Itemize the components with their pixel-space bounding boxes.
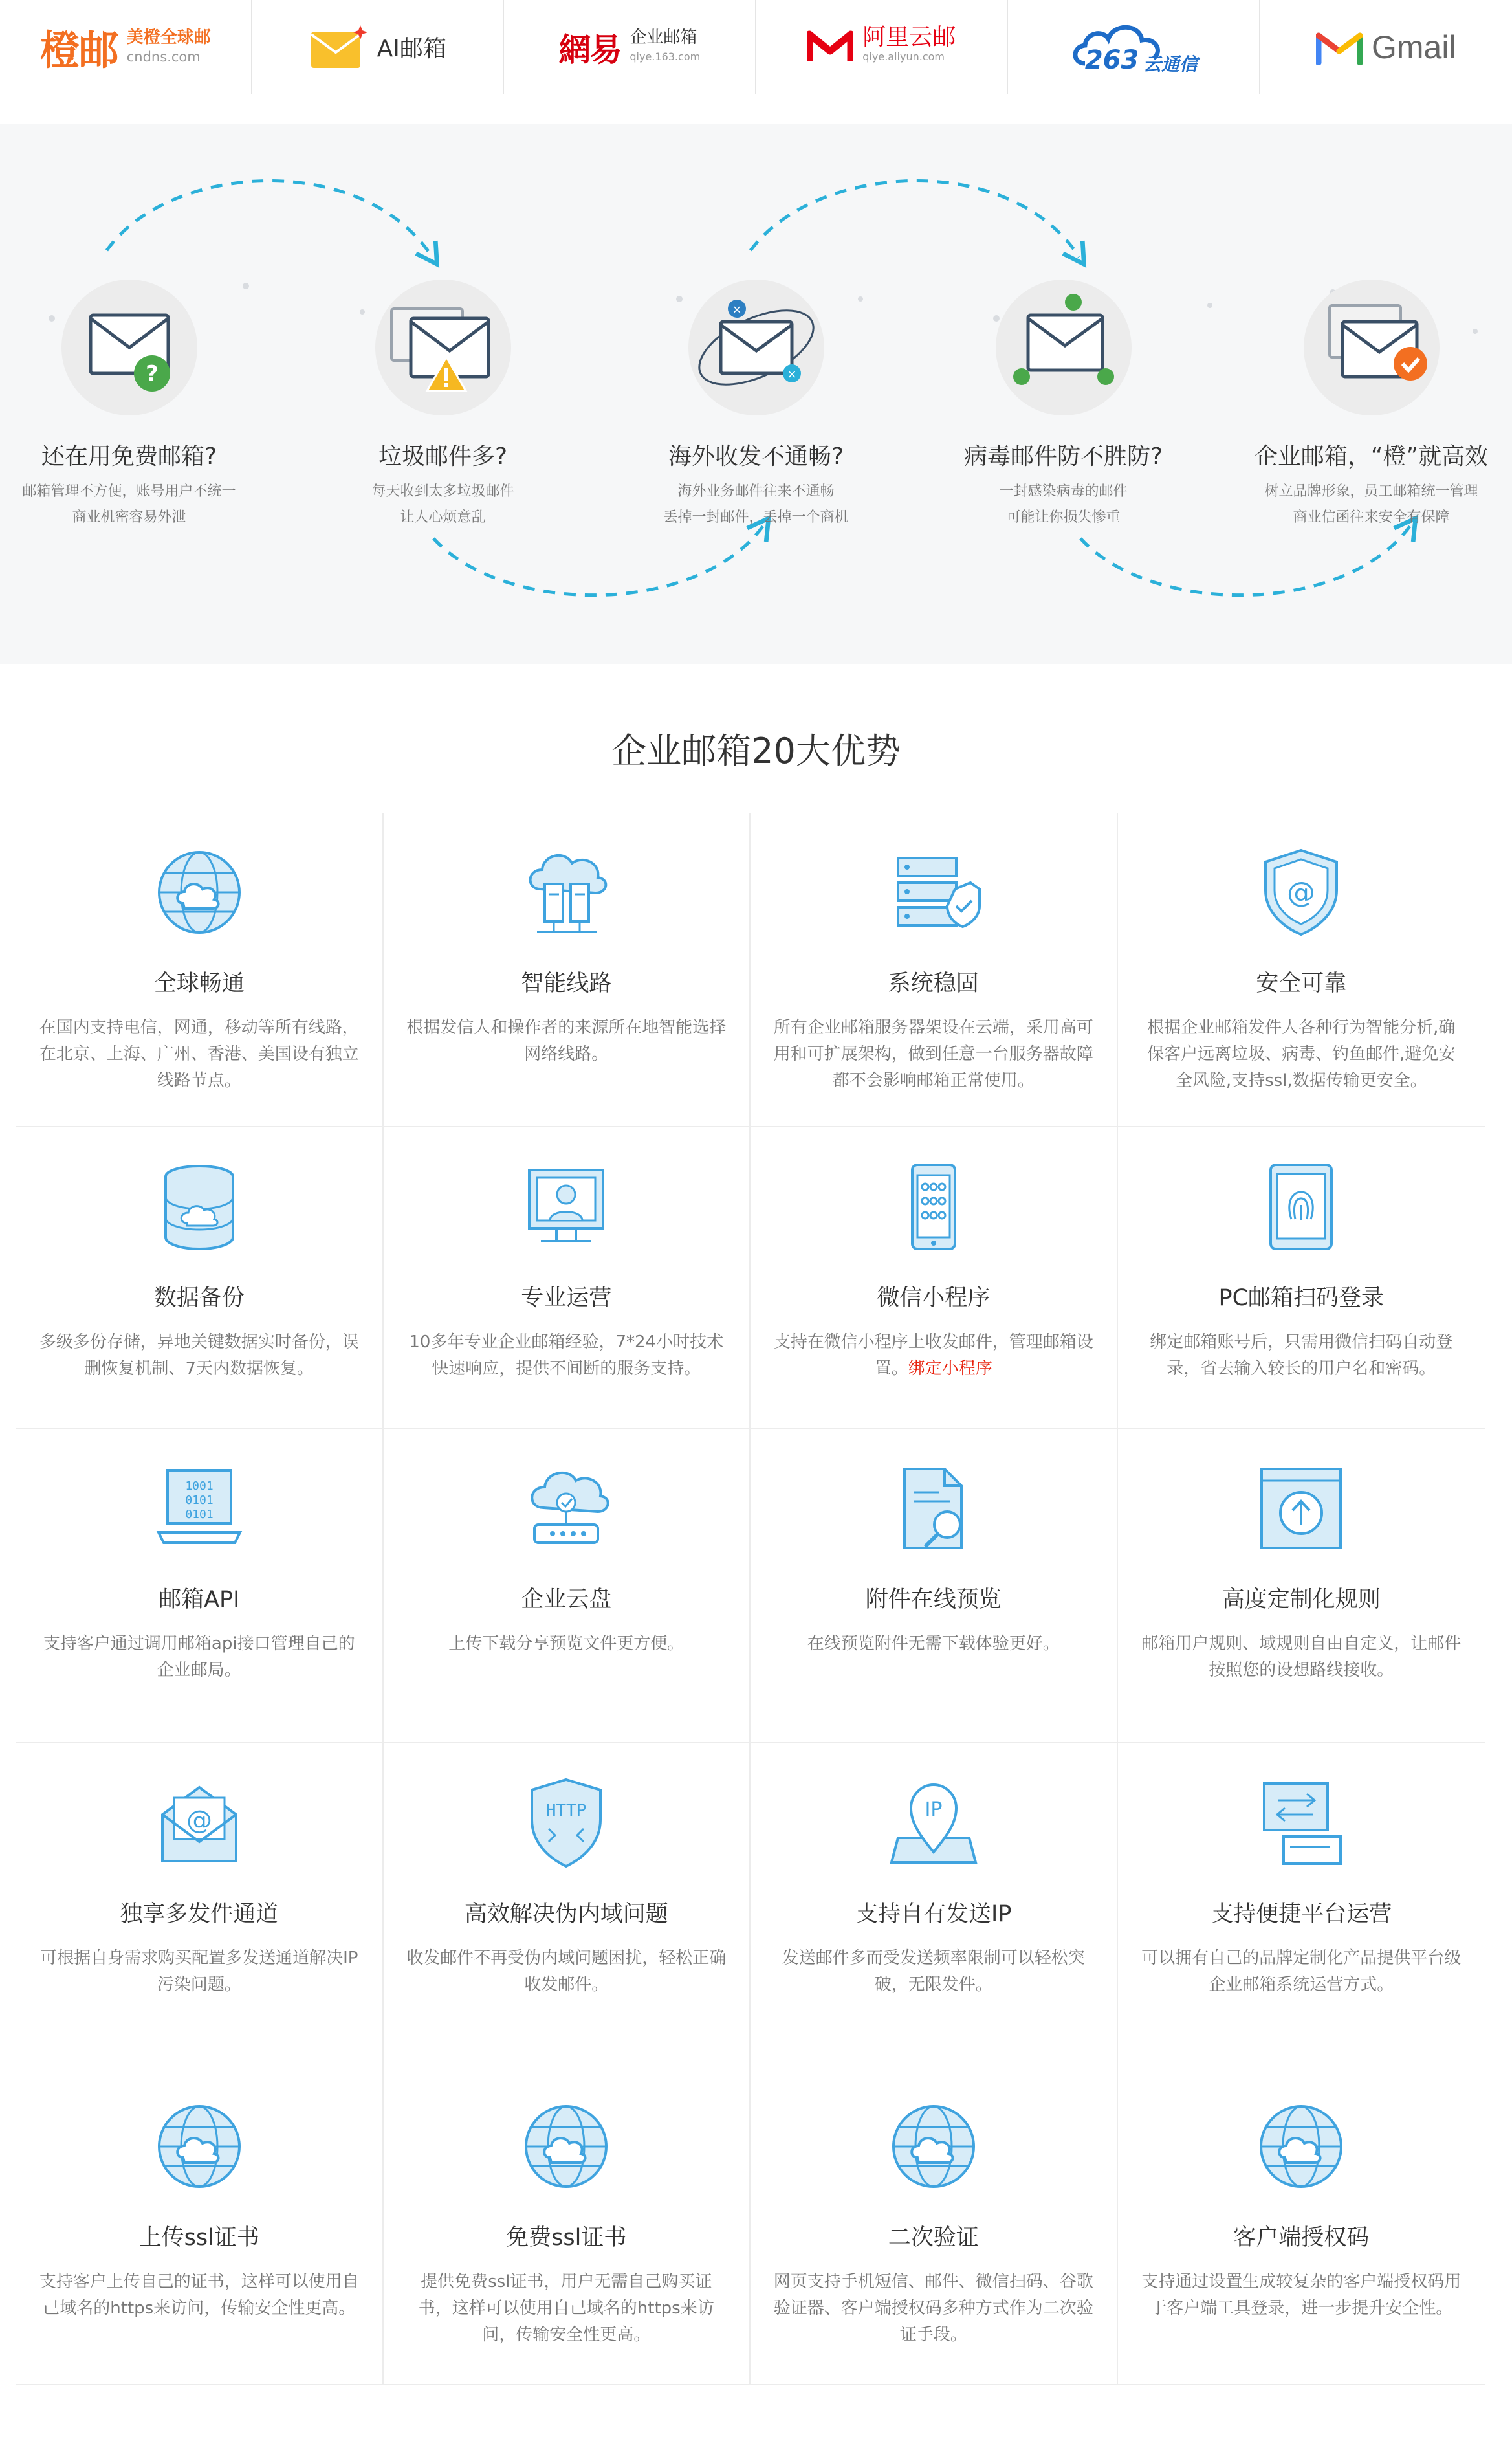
advantage-card <box>751 813 1118 1126</box>
advantage-title: 支持自有发送IP <box>855 1901 1012 1927</box>
monitor-transfer-icon <box>1253 1774 1350 1871</box>
advantages-row <box>16 813 1485 1127</box>
advantage-title: 附件在线预览 <box>865 1587 1002 1613</box>
advantage-desc: 收发邮件不再受伪内域问题困扰，轻松正确收发邮件。 <box>406 1948 727 1994</box>
problem-desc: 邮箱管理不方便，账号用户不统一 商业机密容易外泄 <box>22 483 236 525</box>
problem-title: 海外收发不通畅? <box>668 443 844 470</box>
advantage-title: 全球畅通 <box>153 971 245 997</box>
cloud-server-icon <box>518 844 615 941</box>
svg-text:IP: IP <box>925 1798 943 1821</box>
advantage-desc: 提供免费ssl证书，用户无需自己购买证书，这样可以使用自己域名的https来访问，传输安全性更高。 <box>418 2272 714 2345</box>
problem-desc: 树立品牌形象，员工邮箱统一管理 商业信函往来安全有保障 <box>1264 483 1478 525</box>
advantage-desc: 支持通过设置生成较复杂的客户端授权码用于客户端工具登录，进一步提升安全性。 <box>1141 2272 1462 2318</box>
svg-text:?: ? <box>145 361 159 387</box>
window-upload-icon <box>1253 1460 1350 1557</box>
advantage-card <box>16 1127 384 1428</box>
advantage-card <box>384 1743 751 2067</box>
advantage-title: PC邮箱扫码登录 <box>1218 1285 1385 1311</box>
brand-ai-label: AI邮箱 <box>377 36 446 62</box>
envelope-check-icon <box>1304 280 1440 415</box>
phone-grid-icon <box>885 1158 982 1255</box>
advantages-row <box>16 2067 1485 2385</box>
advantages-grid <box>16 813 1485 2385</box>
advantages-row <box>16 1743 1485 2067</box>
problem-card <box>912 280 1214 531</box>
advantage-card <box>751 1429 1118 1742</box>
problem-desc: 一封感染病毒的邮件 可能让你损失惨重 <box>999 483 1128 525</box>
brand-bar <box>0 0 1512 123</box>
advantage-card <box>1118 2067 1485 2384</box>
laptop-binary-icon <box>151 1460 248 1557</box>
brand-netease[interactable] <box>504 0 756 94</box>
globe-cloud-icon <box>1253 2098 1350 2195</box>
advantage-card <box>751 2067 1118 2384</box>
shield-at-icon <box>1253 844 1350 941</box>
advantage-title: 微信小程序 <box>877 1285 991 1311</box>
svg-text:0101: 0101 <box>185 1494 214 1507</box>
brand-chengyou-logo: 橙邮 <box>39 27 118 74</box>
svg-text:@: @ <box>1287 876 1316 909</box>
advantage-card <box>384 2067 751 2384</box>
advantage-desc: 可根据自身需求购买配置多发送通道解决IP污染问题。 <box>40 1948 358 1994</box>
svg-text:×: × <box>786 368 797 381</box>
http-shield-icon <box>518 1774 615 1871</box>
advantage-card <box>1118 1429 1485 1742</box>
envelope-at-icon <box>151 1774 248 1871</box>
globe-cloud-icon <box>151 2098 248 2195</box>
envelope-orbit-icon <box>688 280 824 415</box>
advantage-desc: 在国内支持电信，网通，移动等所有线路，在北京、上海、广州、香港、美国设有独立线路节点。 <box>39 1018 359 1090</box>
tablet-fingerprint-icon <box>1253 1158 1350 1255</box>
globe-cloud-icon <box>885 2098 982 2195</box>
envelope-sparkle-icon <box>309 24 368 71</box>
advantage-desc: 邮箱用户规则、域规则自由自定义，让邮件按照您的设想路线接收。 <box>1141 1634 1462 1680</box>
brand-aliyun-label: 阿里云邮 <box>862 23 956 50</box>
advantage-desc: 可以拥有自己的品牌定制化产品提供平台级企业邮箱系统运营方式。 <box>1141 1948 1462 1994</box>
svg-text:×: × <box>731 303 742 316</box>
problem-title: 垃圾邮件多? <box>378 443 508 470</box>
advantage-title: 上传ssl证书 <box>138 2225 259 2251</box>
advantage-title: 客户端授权码 <box>1233 2225 1370 2251</box>
advantage-card <box>16 2067 384 2384</box>
advantage-title: 二次验证 <box>888 2225 979 2251</box>
advantage-title: 专业运营 <box>521 1285 612 1311</box>
brand-netease-line2: qiye.163.com <box>630 50 701 63</box>
problem-card <box>292 280 594 531</box>
advantage-desc: 根据发信人和操作者的来源所在地智能选择网络线路。 <box>406 1018 727 1064</box>
advantage-card <box>384 1429 751 1742</box>
advantage-card <box>16 1743 384 2067</box>
ip-location-icon <box>885 1774 982 1871</box>
document-search-icon <box>885 1460 982 1557</box>
advantage-desc: 发送邮件多而受发送频率限制可以轻松突破，无限发件。 <box>782 1948 1085 1994</box>
bind-miniprogram-link[interactable]: 绑定小程序 <box>908 1359 992 1378</box>
server-shield-icon <box>885 844 982 941</box>
advantage-desc: 支持在微信小程序上收发邮件，管理邮箱设置。绑定小程序 <box>773 1332 1093 1378</box>
svg-text:HTTP: HTTP <box>545 1801 587 1820</box>
operator-monitor-icon <box>518 1158 615 1255</box>
advantage-desc: 根据企业邮箱发件人各种行为智能分析,确保客户远离垃圾、病毒、钓鱼邮件,避免安全风险,支持ssl,数据传输更安全。 <box>1147 1018 1456 1090</box>
globe-cloud-icon <box>151 844 248 941</box>
brand-netease-line1: 企业邮箱 <box>630 27 697 47</box>
brand-chengyou[interactable] <box>0 0 252 94</box>
problem-title: 病毒邮件防不胜防? <box>963 443 1163 470</box>
advantage-desc: 支持客户上传自己的证书，这样可以使用自己域名的https来访问，传输安全性更高。 <box>39 2272 359 2318</box>
problem-desc: 海外业务邮件往来不通畅 丢掉一封邮件，丢掉一个商机 <box>663 483 849 525</box>
advantage-card <box>384 1127 751 1428</box>
problem-card <box>605 280 907 531</box>
advantages-row <box>16 1127 1485 1429</box>
brand-chengyou-line1: 美橙全球邮 <box>126 27 211 47</box>
problem-card <box>1220 280 1512 531</box>
advantages-row <box>16 1429 1485 1743</box>
advantage-title: 系统稳固 <box>888 971 979 997</box>
envelope-question-icon <box>61 280 197 415</box>
svg-text:@: @ <box>186 1805 212 1835</box>
problem-title: 企业邮箱，“橙”就高效 <box>1254 443 1489 470</box>
advantage-title: 免费ssl证书 <box>506 2225 627 2251</box>
problem-title: 还在用免费邮箱? <box>41 443 217 470</box>
advantage-card <box>1118 1127 1485 1428</box>
brand-aliyun-line2: qiye.aliyun.com <box>862 50 945 63</box>
problem-card <box>0 280 280 531</box>
advantage-desc: 网页支持手机短信、邮件、微信扫码、谷歌验证器、客户端授权码多种方式作为二次验证手段。 <box>773 2272 1093 2345</box>
problems-section <box>0 124 1512 664</box>
advantages-title: 企业邮箱20大优势 <box>611 731 901 771</box>
advantage-title: 支持便捷平台运营 <box>1211 1901 1392 1927</box>
advantage-desc: 绑定邮箱账号后，只需用微信扫码自动登录，省去输入较长的用户名和密码。 <box>1150 1332 1453 1378</box>
brand-aliyun[interactable] <box>756 0 1009 94</box>
cloud-drive-icon <box>518 1460 615 1557</box>
advantage-desc: 多级多份存储，异地关键数据实时备份，误删恢复机制、7天内数据恢复。 <box>39 1332 359 1378</box>
advantage-title: 高度定制化规则 <box>1222 1587 1381 1613</box>
gmail-m-icon <box>1316 29 1363 65</box>
advantage-card <box>1118 1743 1485 2067</box>
advantage-desc: 所有企业邮箱服务器架设在云端，采用高可用和可扩展架构，做到任意一台服务器故障都不会影响邮箱正常使用。 <box>773 1018 1093 1090</box>
svg-text:0101: 0101 <box>185 1508 214 1521</box>
aliyun-m-icon <box>807 30 853 64</box>
advantage-title: 数据备份 <box>153 1285 245 1311</box>
brand-gmail-label: Gmail <box>1372 28 1456 65</box>
envelope-warning-icon <box>375 280 511 415</box>
advantage-desc: 10多年专业企业邮箱经验，7*24小时技术快速响应，提供不间断的服务支持。 <box>409 1332 724 1378</box>
advantage-title: 独享多发件通道 <box>120 1901 279 1927</box>
problem-desc: 每天收到太多垃圾邮件 让人心烦意乱 <box>371 483 514 525</box>
brand-chengyou-line2: cndns.com <box>126 49 201 65</box>
advantage-title: 智能线路 <box>521 971 612 997</box>
advantage-card <box>384 813 751 1126</box>
advantage-title: 企业云盘 <box>521 1587 612 1613</box>
brand-gmail[interactable] <box>1260 0 1512 94</box>
brand-263[interactable] <box>1008 0 1260 94</box>
advantage-card <box>16 813 384 1126</box>
advantage-card <box>751 1127 1118 1428</box>
brand-263-number: 263 <box>1084 45 1139 75</box>
svg-text:1001: 1001 <box>185 1479 214 1493</box>
advantage-desc: 支持客户通过调用邮箱api接口管理自己的企业邮局。 <box>43 1634 355 1680</box>
brand-263-label: 云通信 <box>1143 53 1198 75</box>
advantage-desc: 在线预览附件无需下载体验更好。 <box>807 1634 1060 1653</box>
advantage-card <box>16 1429 384 1742</box>
advantage-title: 安全可靠 <box>1256 971 1347 997</box>
advantage-title: 高效解决伪内域问题 <box>464 1901 668 1927</box>
database-cloud-icon <box>151 1158 248 1255</box>
advantage-card <box>751 1743 1118 2067</box>
advantage-card <box>1118 813 1485 1126</box>
advantage-desc: 上传下载分享预览文件更方便。 <box>448 1634 685 1653</box>
globe-cloud-icon <box>518 2098 615 2195</box>
envelope-virus-icon <box>996 280 1132 415</box>
advantage-title: 邮箱API <box>159 1587 240 1613</box>
brand-ai-mailbox[interactable] <box>252 0 505 94</box>
brand-netease-logo: 網易 <box>558 30 621 69</box>
